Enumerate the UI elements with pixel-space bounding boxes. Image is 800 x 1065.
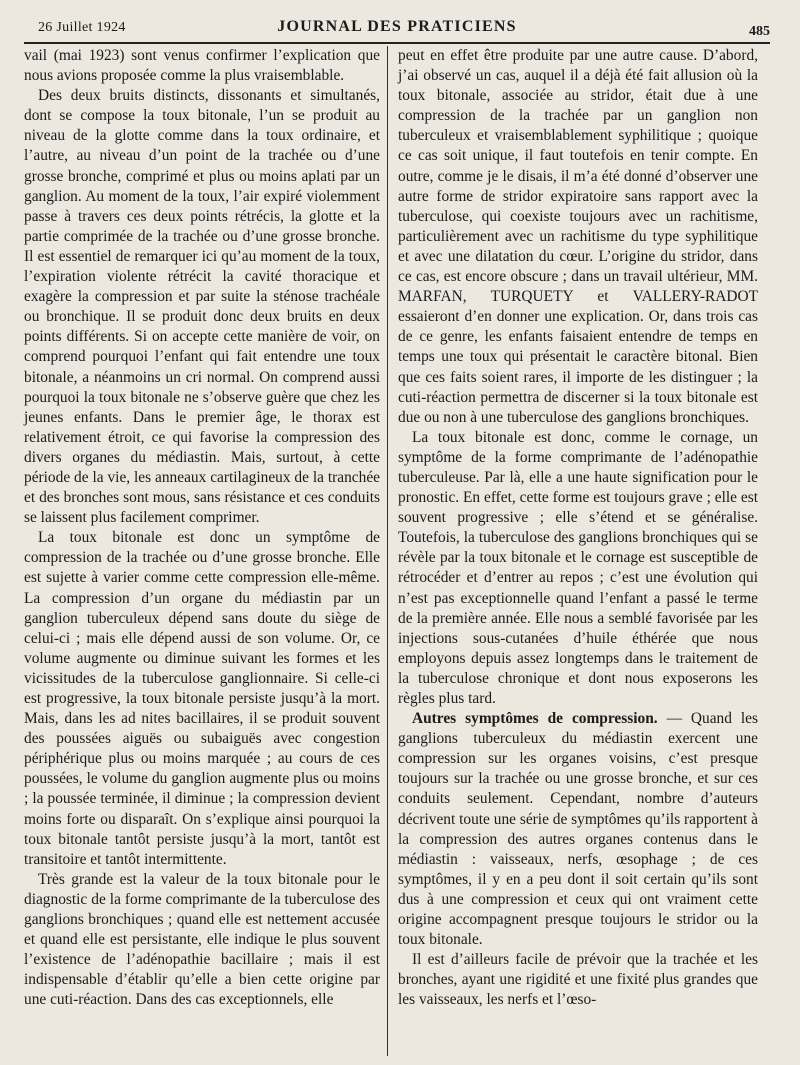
paragraph: [398, 709, 758, 950]
paragraph-text: vail (mai 1923) sont venus confirmer l’explication que nous avions proposée comme la plus vraisemblable.: [24, 47, 380, 85]
page-number: 485: [749, 24, 770, 39]
paragraph: [398, 428, 758, 709]
paragraph: [398, 46, 758, 428]
paragraph: [24, 46, 380, 86]
left-column: [24, 46, 380, 1011]
paragraph-text: — Quand les ganglions tuberculeux du médiastin exercent une compression sur les organes voisins, c’est presque toujours sur la trachée ou une grosse bronche, et sur ces conduits seulement. Cependant, nombre d’auteurs décrivent toute une série de symptômes qu’ils rapportent à la compression des autres organes contenus dans le médiastin : vaisseaux, nerfs, œsophage ; de ces symptômes, il y en a peu dont il soit certain qu’ils sont dus à une compression et ceux qui ont vraiment cette origine accompagnent presque toujours le stridor ou la toux bitonale.: [398, 710, 758, 949]
paragraph-text: La toux bitonale est donc un symptôme de compression de la trachée ou d’une grosse bronche. Elle est sujette à varier comme cette compression elle-même. La compression d’un organe du médiastin par un ganglion tuberculeux dépend sans doute du siège de celui-ci ; mais elle dépend aussi de son volume. Or, ce volume augmente ou diminue suivant les formes et les vicissitudes de la tuberculose ganglionnaire. Si celle-ci est progressive, la toux bitonale persiste jusqu’à la mort. Mais, dans les ad nites bacillaires, il se produit souvent des poussées aiguës ou subaiguës avec congestion périphérique plus ou moins marquée ; au cours de ces poussées, le volume du ganglion augmente plus ou moins ; la poussée terminée, il diminue ; la compression devient moins forte ou disparaît. On s’explique ainsi pourquoi la toux bitonale tantôt persiste jusqu’à la mort, tantôt est transitoire et tantôt intermittente.: [24, 529, 380, 868]
paragraph-text: Des deux bruits distincts, dissonants et simultanés, dont se compose la toux bitonale, l’un se produit au niveau de la glotte comme dans la toux ordinaire, et l’autre, au niveau d’un point de la trachée ou d’une grosse bronche, comprimé et plus ou moins aplati par un ganglion. Au moment de la toux, l’air expiré violemment passe à travers ces deux points rétrécis, la glotte et la partie comprimée de la trachée ou d’une grosse bronche. Il est essentiel de remarquer ici qu’au moment de la toux, l’expiration violente rétrécit la cavité thoracique et exagère la compression et par suite la sténose trachéale ou bronchique. Il se produit donc deux bruits en deux points différents. Si on accepte cette manière de voir, on comprend pourquoi l’enfant qui fait entendre une toux bitonale, a néanmoins un cri normal. On comprend aussi pourquoi la toux bitonale ne s’observe guère que chez les jeunes enfants. Dans le premier âge, le thorax est relativement étroit, ce qui favorise la compression des divers organes du médiastin. Mais, surtout, à cette période de la vie, les anneaux cartilagineux de la tranchée et des bronches sont mous, sans résistance et ces conduits se laissent plus facilement comprimer.: [24, 87, 380, 527]
header-date: 26 Juillet 1924: [38, 20, 126, 35]
page-header: [24, 18, 770, 40]
paragraph: [24, 86, 380, 528]
column-divider: [387, 46, 388, 1056]
paragraph: [24, 870, 380, 1011]
paragraph-text: La toux bitonale est donc, comme le cornage, un symptôme de la forme comprimante de l’adénopathie tuberculeuse. Par là, elle a une haute signification pour le pronostic. En effet, cette forme est toujours grave ; elle est souvent progressive ; elle s’étend et se généralise. Toutefois, la tuberculose des ganglions bronchiques qui se révèle par la toux bitonale et le cornage est susceptible de rétrocéder et d’entrer au repos ; c’est une évolution qui n’est pas exceptionnelle quand l’enfant a passé le terme de la première année. Elle nous a semblé favorisée par les injections sous-cutanées d’huile éthérée que nous employons depuis assez longtemps dans le traitement de la tuberculose chronique et dont nous exposerons les règles plus tard.: [398, 428, 758, 707]
paragraph: [24, 528, 380, 870]
paragraph-text: Très grande est la valeur de la toux bitonale pour le diagnostic de la forme comprimante de la tuberculose des ganglions bronchiques ; quand elle est nettement accusée et quand elle est persistante, elle indique le plus souvent l’existence de l’adénopathie bacillaire ; mais il est indispensable d’établir qu’elle a bien cette origine par une cuti-réaction. Dans des cas exceptionnels, elle: [24, 870, 380, 1009]
paragraph-text: peut en effet être produite par une autre cause. D’abord, j’ai observé un cas, auquel il a déjà été fait allusion où la toux bitonale, associée au stridor, était due à une compression de la trachée par un ganglion non tuberculeux et vraisemblablement syphilitique ; quoique ce cas soit unique, il faut toutefois en tenir compte. En outre, comme je le disais, il m’a été donné d’observer une autre forme de stridor expiratoire sans rapport avec la tuberculose, qui coexiste toujours avec un rachitisme, particulièrement avec un rachitisme du type syphilitique et avec une dilatation du cœur. L’origine du stridor, dans ce cas, est encore obscure ; dans un travail ultérieur, MM. MARFAN, TURQUETY et VALLERY-RADOT essaieront d’en donner une explication. Or, dans trois cas de ce genre, les enfants faisaient entendre de temps en temps une toux qui présentait le caractère bitonal. Bien que ces faits soient rares, il importe de les distinguer ; la cuti-réaction permettra de discerner si la toux bitonale est due ou non à une tuberculose des ganglions bronchiques.: [398, 47, 758, 426]
journal-title: JOURNAL DES PRATICIENS: [277, 18, 517, 35]
header-rule: [24, 42, 770, 44]
right-column: [398, 46, 758, 1011]
paragraph: [398, 950, 758, 1010]
section-heading: Autres symptômes de compression.: [412, 710, 658, 728]
paragraph-text: Il est d’ailleurs facile de prévoir que la trachée et les bronches, ayant une rigidité et une fixité plus grandes que les vaisseaux, les nerfs et l’œso-: [398, 951, 758, 1009]
